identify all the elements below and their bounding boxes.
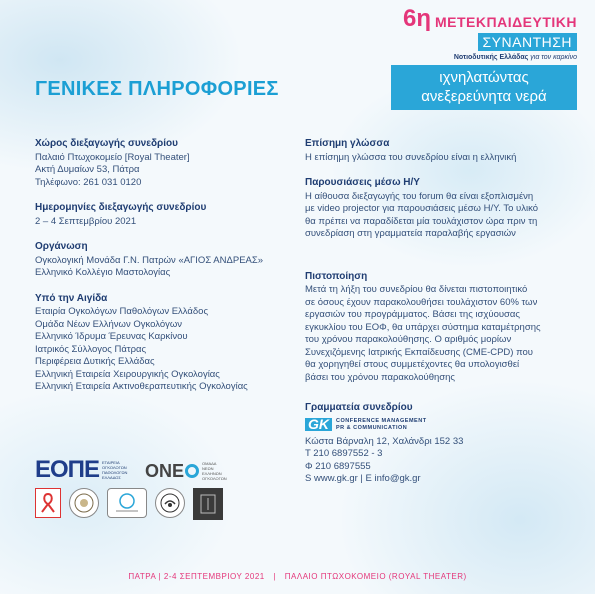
cancer-foundation-logo — [35, 488, 61, 518]
footer-right: ΠΑΛΑΙΟ ΠΤΩΧΟΚΟΜΕΙΟ (ROYAL THEATER) — [284, 572, 467, 581]
certificate-line: σε όσους έχουν παρακολουθήσει τουλάχιστον 60% των — [305, 296, 538, 308]
venue-section — [35, 138, 275, 189]
radiotherapy-logo — [193, 488, 223, 520]
medical-association-seal — [69, 488, 99, 518]
language-section — [305, 138, 575, 164]
certificate-line: εγκυκλίου του ΕΟΦ, θα υπάρχει σύστημα καταμέτρησης — [305, 321, 541, 333]
organization-heading: Οργάνωση — [35, 241, 88, 252]
auspices-line: Περιφέρεια Δυτικής Ελλάδας — [35, 356, 155, 367]
slogan-banner — [391, 65, 577, 110]
one-circle-icon — [185, 464, 199, 478]
certificate-section — [305, 271, 575, 385]
presentations-heading: Παρουσιάσεις μέσω Η/Υ — [305, 177, 420, 188]
org-line: Νοτιοδυτικής Ελλάδας για τον καρκίνο — [453, 54, 577, 61]
auspices-line: Εταιρία Ογκολόγων Παθολόγων Ελλάδος — [35, 306, 209, 317]
presentations-line: με video projector για παρουσιάσεις μέσω Η/Υ. Το υλικό — [305, 203, 538, 214]
certificate-heading: Πιστοποίηση — [305, 270, 368, 282]
auspices-line: Ομάδα Νέων Ελλήνων Ογκολόγων — [35, 318, 183, 330]
organization-line: Ελληνικό Κολλέγιο Μαστολογίας — [35, 267, 171, 278]
gk-mark: GK — [305, 418, 332, 431]
auspices-section — [35, 293, 275, 394]
language-heading: Επίσημη γλώσσα — [305, 138, 390, 149]
presentations-section — [305, 177, 575, 241]
organization-section — [35, 241, 275, 280]
slogan-line-1: ιχνηλατώντας — [439, 69, 529, 86]
radiotherapy-emblem-icon — [198, 492, 218, 516]
ribbon-icon — [39, 492, 57, 514]
dates-section — [35, 202, 275, 228]
dates-line: 2 – 4 Σεπτεμβρίου 2021 — [35, 215, 137, 227]
venue-line: Ακτή Δυμαίων 53, Πάτρα — [35, 164, 140, 175]
auspices-line: Ιατρικός Σύλλογος Πάτρας — [35, 343, 147, 355]
meeting-word-2: ΣΥΝΑΝΤΗΣΗ — [478, 33, 577, 51]
venue-line: Παλαιό Πτωχοκομείο [Royal Theater] — [35, 151, 190, 163]
language-line: Η επίσημη γλώσσα του συνεδρίου είναι η ελληνική — [305, 151, 517, 163]
presentations-line: συνεδρίαση στη γραμματεία παραλαβής εργασιών — [305, 228, 516, 239]
region-logo — [107, 488, 147, 518]
presentations-line: θα πρέπει να παραδίδεται μία τουλάχιστον ώρα πριν τη — [305, 215, 538, 227]
seal-icon — [73, 492, 95, 514]
secretariat-address: Κώστα Βάρναλη 12, Χαλάνδρι 152 33 — [305, 435, 464, 447]
left-column — [35, 138, 275, 407]
auspices-heading: Υπό την Αιγίδα — [35, 292, 108, 304]
region-emblem-icon — [112, 492, 142, 514]
footer-left: ΠΑΤΡΑ | 2-4 ΣΕΠΤΕΜΒΡΙΟΥ 2021 — [128, 572, 265, 581]
organization-line: Ογκολογική Μονάδα Γ.Ν. Πατρών «ΑΓΙΟΣ ΑΝΔΡΕΑΣ» — [35, 254, 264, 266]
secretariat-section — [305, 402, 575, 486]
footer — [0, 572, 595, 581]
gk-logo — [305, 418, 575, 432]
auspices-line: Ελληνική Εταιρεία Χειρουργικής Ογκολογίας — [35, 368, 220, 380]
footer-separator: | — [273, 572, 277, 581]
secretariat-web-email[interactable]: S www.gk.gr | E info@gk.gr — [305, 473, 421, 484]
gk-tagline-2: PR & COMMUNICATION — [336, 424, 408, 431]
presentations-line: Η αίθουσα διεξαγωγής του forum θα είναι εξοπλισμένη — [305, 190, 534, 202]
secretariat-heading: Γραμματεία συνεδρίου — [305, 402, 413, 413]
auspices-line: Ελληνικό Ίδρυμα Έρευνας Καρκίνου — [35, 331, 188, 342]
certificate-line: εργασιών του προγράμματος. Βάσει της ισχύουσας — [305, 309, 520, 320]
certificate-line: θα χορηγηθεί στους συμμετέχοντες θα υπολογισθεί — [305, 359, 520, 370]
certificate-line: Μετά τη λήξη του συνεδρίου θα δίνεται πιστοποιητικό — [305, 284, 528, 295]
secretariat-fax: Φ 210 6897555 — [305, 460, 371, 472]
venue-line: Τηλέφωνο: 261 031 0120 — [35, 176, 142, 188]
gk-tagline-1: CONFERENCE MANAGEMENT — [336, 417, 427, 424]
event-logo — [391, 5, 577, 110]
dates-heading: Ημερομηνίες διεξαγωγής συνεδρίου — [35, 202, 207, 213]
venue-heading: Χώρος διεξαγωγής συνεδρίου — [35, 138, 178, 149]
certificate-line: βάσει του χρόνου παρακολούθησης — [305, 371, 456, 383]
patron-logos — [35, 458, 265, 568]
surgical-oncology-seal — [155, 488, 185, 518]
crab-icon — [159, 492, 181, 514]
meeting-word: ΜΕΤΕΚΠΑΙΔΕΥΤΙΚΗ — [434, 14, 577, 30]
eope-logo: ΕΟΠΕ ΕΤΑΙΡΕΙΑ ΟΓΚΟΛΟΓΩΝ ΠΑΘΟΛΟΓΩΝ ΕΛΛΑΔΟΣ — [35, 456, 128, 483]
secretariat-phone: Τ 210 6897552 - 3 — [305, 448, 383, 459]
certificate-line: Συνεχιζόμενης Ιατρικής Εκπαίδευσης (CME-CPD) που — [305, 346, 533, 358]
slogan-line-2: ανεξερεύνητα νερά — [421, 88, 547, 105]
right-column — [305, 138, 575, 499]
edition-number: 6η — [402, 5, 431, 32]
one-logo: ONE ΟΜΑΔΑ ΝΕΩΝ ΕΛΛΗΝΩΝ ΟΓΚΟΛΟΓΩΝ — [145, 460, 227, 481]
certificate-line: του χρόνου παρακολούθησης. Ο αριθμός μορίων — [305, 334, 512, 345]
auspices-line: Ελληνική Εταιρεία Ακτινοθεραπευτικής Ογκολογίας — [35, 381, 248, 392]
page-title: ΓΕΝΙΚΕΣ ΠΛΗΡΟΦΟΡΙΕΣ — [35, 78, 279, 100]
